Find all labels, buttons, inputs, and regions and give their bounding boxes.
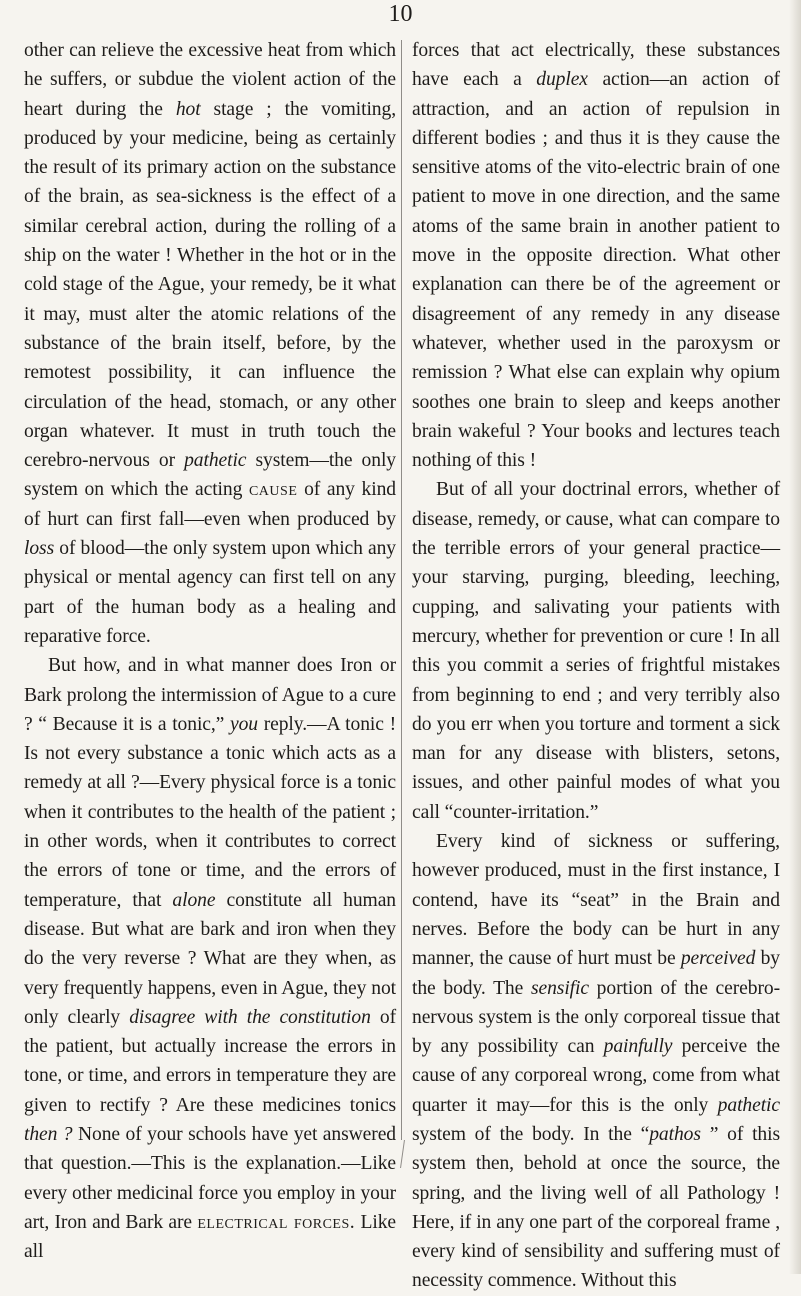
emphasis-text: you	[230, 713, 258, 735]
paragraph-right-2	[412, 475, 780, 827]
column-divider	[401, 40, 402, 1140]
emphasis-text: painfully	[603, 1036, 673, 1058]
paragraph-right-3	[412, 827, 780, 1296]
page-number: 10	[388, 1, 413, 27]
text-run: Every kind of sickness or suffering, however produced, must in the first instance, I contend, have its “seat” in the Brain and nerves. Before the body can be hurt in any manner, the cause of hurt must be	[412, 831, 780, 970]
emphasis-text: perceived	[680, 948, 756, 970]
emphasis-text: loss	[24, 538, 55, 560]
text-run: of blood—the only system upon which any physical or mental agency can first tell on any part of the human body as a healing and reparative force.	[24, 538, 396, 647]
text-run: None of your schools have yet answered that question.—This is the explanation.—Like every other medicinal force you employ in your art, Iron and Bark are	[24, 1123, 396, 1233]
text-run: portion of the cerebro-nervous system is the only corporeal tissue that by any possibility can	[412, 977, 781, 1058]
emphasis-text: pathos	[649, 1123, 701, 1145]
text-run: But how, and in what manner does Iron or Bark prolong the intermission of Ague to a cure ? “ Because it is a tonic,”	[24, 655, 396, 735]
text-run: action—an action of attraction, and an action of repulsion in different bodies ; and thus it is they cause the sensitive atoms of the vito-electric brain of one patient to move in one direction, and the same atoms of the same brain in another patient to move in the opposite direction. What other explanation can there be of the agreement or disagreement of any remedy in any disease whatever, whether used in the paroxysm or remission ? What else can explain why opium soothes one brain to sleep and keeps another brain wakeful ? Your books and lectures teach nothing of this !	[412, 69, 780, 472]
emphasis-text: pathetic	[717, 1094, 780, 1116]
text-run: of any kind of hurt can first fall—even when produced by	[24, 479, 396, 530]
emphasis-text: then ?	[24, 1123, 73, 1145]
right-column	[412, 36, 780, 1296]
emphasis-text: disagree with the constitution	[129, 1006, 371, 1028]
text-run: other can relieve the excessive heat from which he suffers, or subdue the violent action of the heart during the	[24, 40, 396, 120]
emphasis-text: hot	[175, 98, 201, 120]
text-run: perceive the cause of any corporeal wrong, come from what quarter it may—for this is the only	[412, 1036, 780, 1116]
paragraph-right-1	[412, 36, 780, 475]
text-run: system of the body. In the “	[412, 1123, 650, 1145]
paragraph-left-2	[24, 651, 396, 1266]
text-run: of the patient, but actually increase the errors in tone, or time, and errors in temperature they are given to rectify ? Are these medicines tonics	[24, 1006, 396, 1116]
left-column	[24, 36, 396, 1266]
page-edge-shadow	[789, 0, 801, 1274]
text-run: reply.—A tonic ! Is not every substance a tonic which acts as a remedy at all ?—Every physical force is a tonic when it contributes to the health of the patient ; in other words, when it contributes to correct the errors of tone or time, and the errors of temperature, that	[24, 713, 396, 911]
text-run: constitute all human disease. But what are bark and iron when they do the very reverse ? What are they when, as very frequently happens, even in Ague, they not only clearly	[24, 889, 396, 1028]
text-run: system—the only system on which the acting	[24, 450, 396, 501]
text-run: stage ; the vomiting, produced by your medicine, being as certainly the result of its primary action on the substance of the brain, as sea-sickness is the effect of a similar cerebral action, during the rolling of a ship on the water ! Whether in the hot or in the cold stage of the Ague, your remedy, be it what it may, must alter the atomic relations of the substance of the brain itself, before, by the remotest possibility, it can influence the circulation of the head, stomach, or any other organ whatever. It must in truth touch the cerebro-nervous or	[24, 98, 396, 472]
text-run: by the body. The	[412, 948, 780, 999]
small-caps-text: cause	[248, 479, 298, 501]
text-run: forces that act electrically, these substances have each a	[412, 40, 780, 91]
small-caps-text: electrical forces.	[197, 1211, 356, 1233]
emphasis-text: sensific	[530, 977, 589, 999]
emphasis-text: alone	[172, 889, 216, 911]
paragraph-left-1	[24, 36, 396, 651]
emphasis-text: duplex	[536, 69, 588, 91]
text-run: ” of this system then, behold at once the source, the spring, and the living well of all Pathology ! Here, if in any one part of the corporeal frame , every kind of sensibility and suffering must of necessity commence. Without this	[412, 1123, 780, 1292]
text-run: Like all	[24, 1211, 396, 1263]
text-run: But of all your doctrinal errors, whether of disease, remedy, or cause, what can compare to the terrible errors of your general practice—your starving, purging, bleeding, leeching, cupping, and salivating your patients with mercury, whether for prevention or cure ! In all this you commit a series of frightful mistakes from beginning to end ; and very terribly also do you err when you torture and torment a sick man for any disease with blisters, setons, issues, and other painful modes of what you call “counter-irritation.”	[412, 479, 780, 823]
emphasis-text: pathetic	[184, 450, 247, 472]
